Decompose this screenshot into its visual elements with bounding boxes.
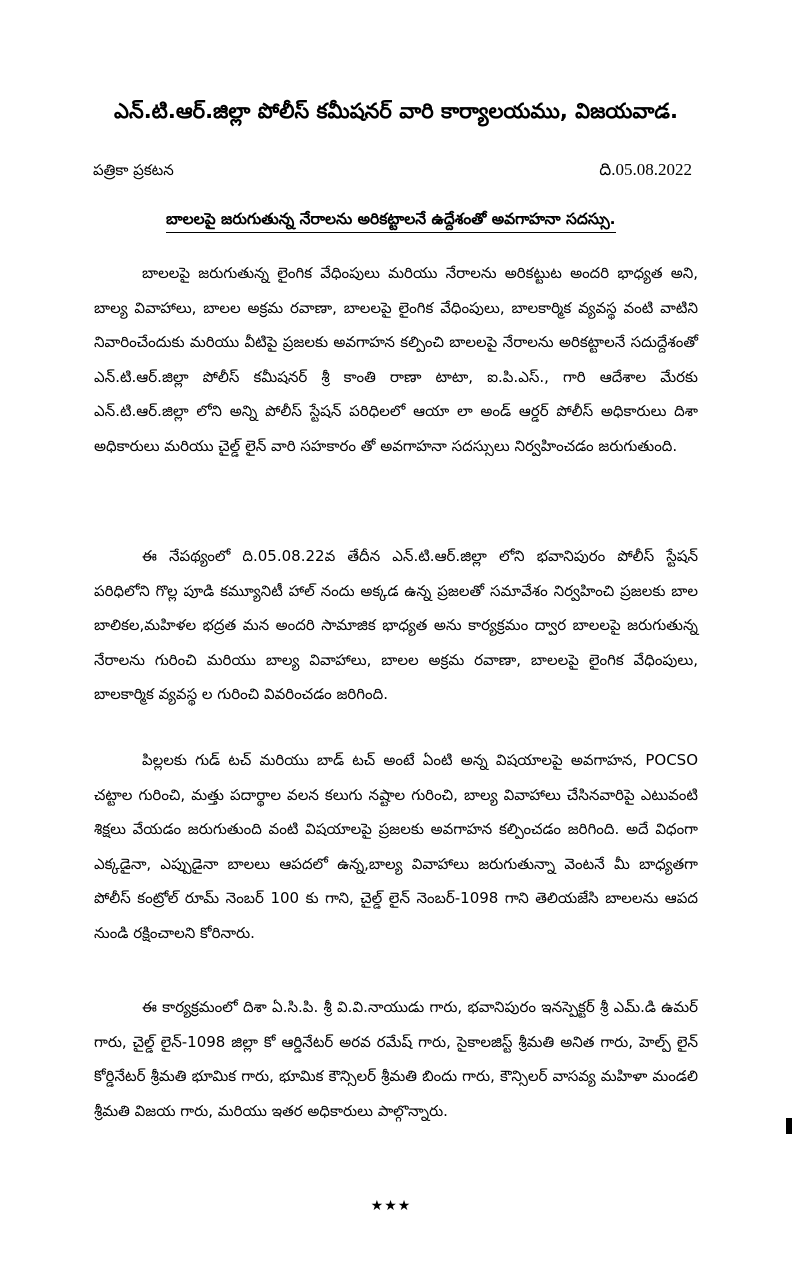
release-date: ది.05.08.2022 [599, 160, 692, 179]
paragraph-participants: ఈ కార్యక్రమంలో దిశా ఏ.సి.పి. శ్రీ వి.వి.నాయుడు గారు, భవానిపురం ఇనస్పెక్టర్ శ్రీ ఎమ్.డి ఉమర్ గారు, చైల్డ్ లైన్-1098 జిల్లా కో ఆర్డినేటర్ అరవ రమేష్ గారు, సైకాలజిస్ట్ శ్రీమతి అనిత గారు, హెల్ప్ లైన్ కోర్డినేటర్ శ్రీమతి భూమిక గారు, భూమిక కౌన్సిలర్ శ్రీమతి బిందు గారు, కౌన్సిలర్ వాసవ్య మహిళా మండలి శ్రీమతి విజయ గారు, మరియు ఇతర అధికారులు పాల్గొన్నారు. [94, 998, 698, 1120]
paragraph-intro: బాలలపై జరుగుతున్న లైంగిక వేధింపులు మరియు నేరాలను అరికట్టుట అందరి భాధ్యత అని, బాల్య వివాహాలు, బాలల అక్రమ రవాణా, బాలలపై లైంగిక వేధింపులు, బాలకార్మిక వ్యవస్థ వంటి వాటిని నివారించేందుకు మరియు వీటిపై ప్రజలకు అవగాహన కల్పించి బాలలపై నేరాలను అరికట్టాలనే సదుద్దేశంతో ఎన్.టి.ఆర్.జిల్లా పోలీస్ కమీషనర్ శ్రీ కాంతి రాణా టాటా, ఐ.పి.ఎస్., గారి ఆదేశాల మేరకు ఎన్.టి.ఆర్.జిల్లా లోని అన్ని పోలీస్ స్టేషన్ పరిధిలలో ఆయా లా అండ్ ఆర్డర్ పోలీస్ అధికారులు దిశా అధికారులు మరియు చైల్డ్ లైన్ వారి సహకారం తో అవగాహనా సదస్సులు నిర్వహించడం జరుగుతుంది. [94, 264, 698, 455]
office-title: ఎన్.టి.ఆర్.జిల్లా పోలీస్ కమీషనర్ వారి కార్యాలయము, విజయవాడ. [114, 99, 678, 123]
margin-mark [786, 1118, 792, 1134]
paragraph-awareness: పిల్లలకు గుడ్ టచ్ మరియు బాడ్ టచ్ అంటే ఏంటి అన్న విషయాలపై అవగాహన, POCSO చట్టాల గురించి, మత్తు పదార్థాల వలన కలుగు నష్టాల గురించి, బాల్య వివాహాలు చేసినవారిపై ఎటువంటి శిక్షలు వేయడం జరుగుతుంది వంటి విషయాలపై ప్రజలకు అవగాహన కల్పించడం జరిగింది. అదే విధంగా ఎక్కడైనా, ఎప్పుడైనా బాలలు ఆపదలో ఉన్న,బాల్య వివాహాలు జరుగుతున్నా వెంటనే మీ బాధ్యతగా పోలీస్ కంట్రోల్ రూమ్ నెంబర్ 100 కు గాని, చైల్డ్ లైన్ నెంబర్-1098 గాని తెలియజేసి బాలలను ఆపద నుండి రక్షించాలని కోరినారు. [94, 751, 698, 942]
end-stars: ★★★ [370, 1198, 412, 1214]
press-release-label: పత్రికా ప్రకటన [93, 161, 174, 179]
paragraph-event: ఈ నేపథ్యంలో ది.05.08.22వ తేదీన ఎన్.టి.ఆర్.జిల్లా లోని భవానిపురం పోలీస్ స్టేషన్ పరిధిలోని గొల్ల పూడి కమ్యూనిటీ హాల్ నందు అక్కడ ఉన్న ప్రజలతో సమావేశం నిర్వహించి ప్రజలకు బాల బాలికల,మహిళల భద్రత మన అందరి సామాజిక భాధ్యత అను కార్యక్రమం ద్వార బాలలపై జరుగుతున్న నేరాలను గురించి మరియు బాల్య వివాహాలు, బాలల అక్రమ రవాణా, బాలలపై లైంగిక వేధింపులు, బాలకార్మిక వ్యవస్థ ల గురించి వివరించడం జరిగింది. [94, 547, 698, 703]
subject-heading: బాలలపై జరుగుతున్న నేరాలను అరికట్టాలనే ఉద్దేశంతో అవగాహనా సదస్సు. [166, 206, 616, 233]
